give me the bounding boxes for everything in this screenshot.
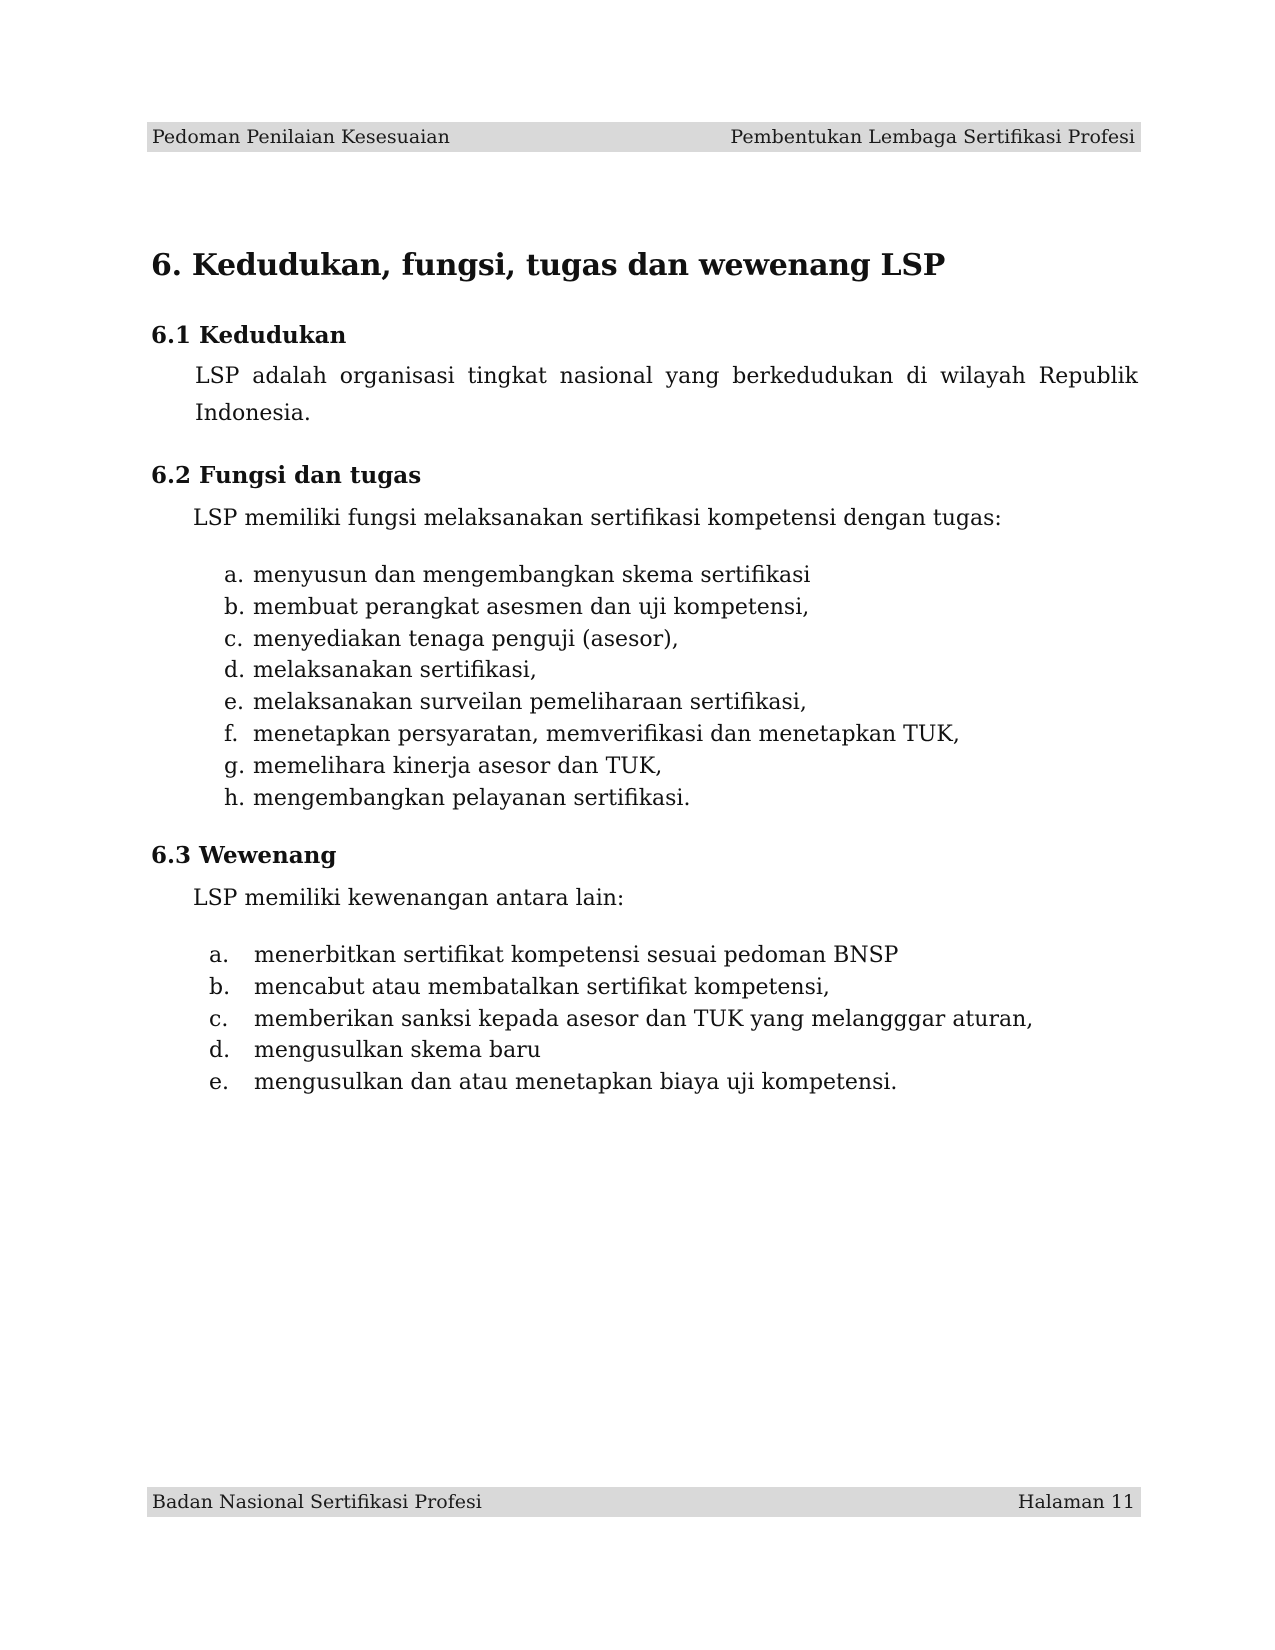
- list-marker: e.: [224, 690, 245, 716]
- list-item: [224, 719, 960, 751]
- list-item: [209, 1067, 1033, 1099]
- list-item-text: memberikan sanksi kepada asesor dan TUK yang melangggar aturan,: [254, 1006, 1034, 1032]
- list-item-text: mengusulkan skema baru: [254, 1038, 541, 1064]
- list-item: [224, 560, 960, 592]
- list-marker: b.: [224, 594, 246, 620]
- list-item-text: melaksanakan surveilan pemeliharaan sertifikasi,: [253, 690, 807, 716]
- list-marker: d.: [209, 1038, 231, 1064]
- list-marker: c.: [209, 1006, 229, 1032]
- list-item: [209, 1035, 1033, 1067]
- subsection-heading-wewenang: 6.3 Wewenang: [151, 842, 337, 869]
- kedudukan-paragraph: LSP adalah organisasi tingkat nasional yang berkedudukan di wilayah Republik Indonesia.: [195, 364, 1138, 426]
- list-item-text: menyusun dan mengembangkan skema sertifikasi: [253, 563, 811, 588]
- list-item-text: menerbitkan sertifikat kompetensi sesuai pedoman BNSP: [254, 943, 899, 968]
- list-item: [209, 972, 1033, 1004]
- list-item-text: membuat perangkat asesmen dan uji kompetensi,: [253, 594, 810, 620]
- list-item: [224, 592, 960, 624]
- page-number: Halaman 11: [1017, 1491, 1135, 1513]
- list-marker: c.: [224, 626, 244, 652]
- fungsi-tugas-intro: LSP memiliki fungsi melaksanakan sertifikasi kompetensi dengan tugas:: [193, 506, 1002, 531]
- header-section-title: Pembentukan Lembaga Sertifikasi Profesi: [730, 126, 1135, 148]
- list-item-text: mencabut atau membatalkan sertifikat kompetensi,: [254, 974, 830, 1000]
- tugas-list: [224, 560, 960, 814]
- list-item: [209, 940, 1033, 972]
- list-marker: f.: [224, 721, 239, 747]
- list-item: [224, 655, 960, 687]
- header-document-title: Pedoman Penilaian Kesesuaian: [152, 126, 450, 148]
- footer-organization: Badan Nasional Sertifikasi Profesi: [152, 1491, 482, 1513]
- list-item-text: memelihara kinerja asesor dan TUK,: [253, 753, 663, 779]
- list-marker: h.: [224, 785, 246, 811]
- list-item-text: mengembangkan pelayanan sertifikasi.: [253, 785, 691, 811]
- list-marker: a.: [209, 943, 230, 968]
- list-item-text: menetapkan persyaratan, memverifikasi dan menetapkan TUK,: [253, 721, 960, 747]
- list-item-text: mengusulkan dan atau menetapkan biaya uji kompetensi.: [254, 1070, 898, 1096]
- list-item: [224, 751, 960, 783]
- page-header: [147, 122, 1141, 152]
- list-item: [209, 1004, 1033, 1036]
- list-marker: b.: [209, 974, 231, 1000]
- section-title: 6. Kedudukan, fungsi, tugas dan wewenang LSP: [151, 248, 945, 283]
- list-item: [224, 624, 960, 656]
- list-item-text: menyediakan tenaga penguji (asesor),: [253, 626, 679, 652]
- list-marker: d.: [224, 658, 246, 684]
- list-marker: e.: [209, 1070, 230, 1096]
- list-marker: a.: [224, 563, 245, 588]
- wewenang-list: [209, 940, 1033, 1099]
- wewenang-intro: LSP memiliki kewenangan antara lain:: [193, 886, 625, 911]
- subsection-heading-kedudukan: 6.1 Kedudukan: [151, 322, 347, 349]
- list-item-text: melaksanakan sertifikasi,: [253, 658, 537, 684]
- list-item: [224, 783, 960, 815]
- list-item: [224, 687, 960, 719]
- list-marker: g.: [224, 753, 246, 779]
- page-footer: [147, 1487, 1141, 1517]
- subsection-heading-fungsi-tugas: 6.2 Fungsi dan tugas: [151, 462, 422, 489]
